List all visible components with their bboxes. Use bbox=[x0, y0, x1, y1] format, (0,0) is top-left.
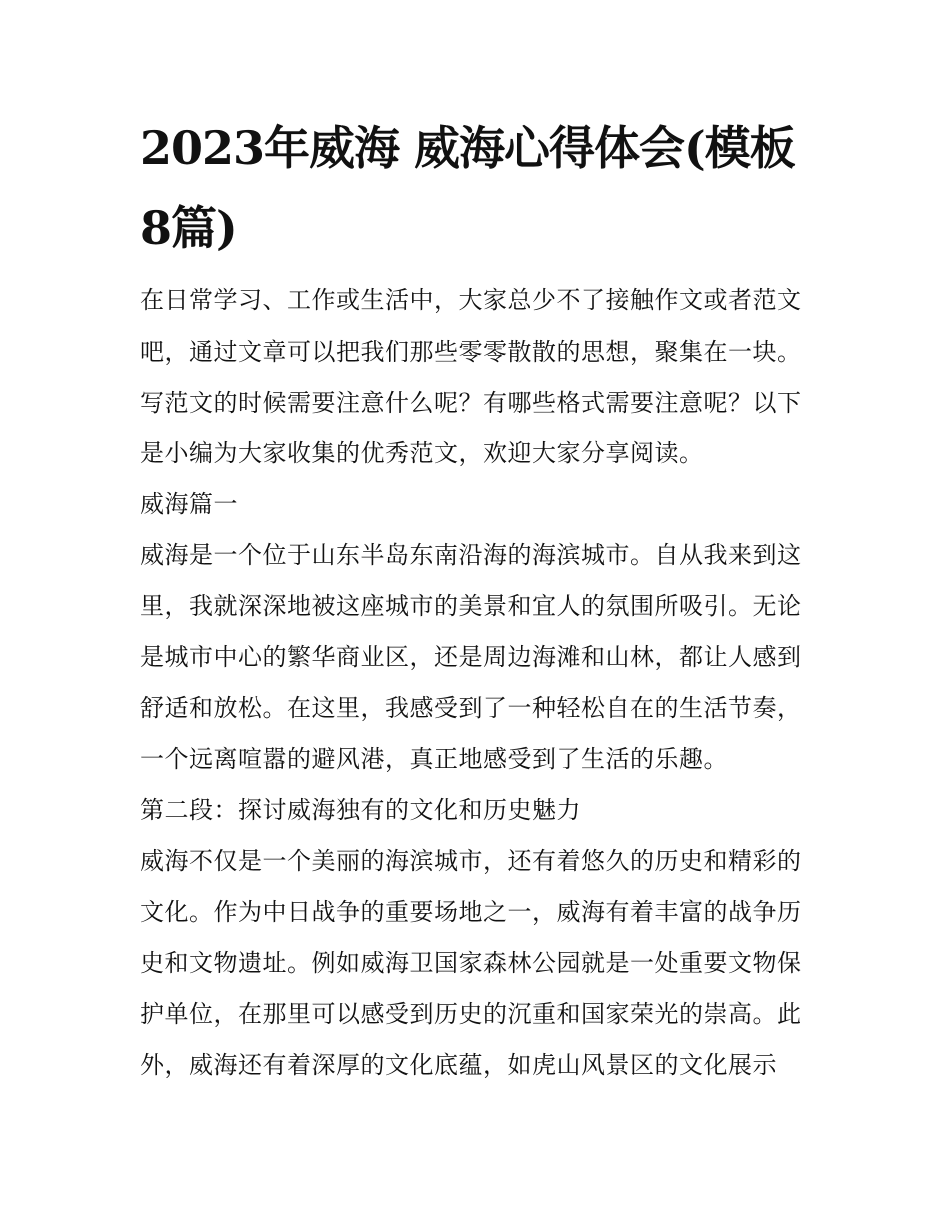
body-line: 护单位，在那里可以感受到历史的沉重和国家荣光的崇高。此 bbox=[140, 1000, 802, 1028]
body-line: 外，威海还有着深厚的文化底蕴，如虎山风景区的文化展示 bbox=[140, 1051, 777, 1079]
section-heading: 第二段：探讨威海独有的文化和历史魅力 bbox=[140, 796, 581, 824]
section-heading: 威海篇一 bbox=[140, 490, 238, 518]
body-line: 一个远离喧嚣的避风港，真正地感受到了生活的乐趣。 bbox=[140, 745, 728, 773]
body-line: 吧，通过文章可以把我们那些零零散散的思想，聚集在一块。 bbox=[140, 338, 802, 366]
document-title: 2023年威海 威海心得体会(模板8篇) bbox=[140, 121, 795, 255]
body-line: 威海不仅是一个美丽的海滨城市，还有着悠久的历史和精彩的 bbox=[140, 847, 802, 875]
body-line: 里，我就深深地被这座城市的美景和宜人的氛围所吸引。无论 bbox=[140, 592, 802, 620]
body-line: 是小编为大家收集的优秀范文，欢迎大家分享阅读。 bbox=[140, 439, 704, 467]
body-line: 威海是一个位于山东半岛东南沿海的海滨城市。自从我来到这 bbox=[140, 541, 802, 569]
body-line: 在日常学习、工作或生活中，大家总少不了接触作文或者范文 bbox=[140, 286, 802, 314]
body-line: 写范文的时候需要注意什么呢？有哪些格式需要注意呢？以下 bbox=[140, 389, 802, 417]
body-line: 舒适和放松。在这里，我感受到了一种轻松自在的生活节奏， bbox=[140, 694, 802, 722]
body-line: 是城市中心的繁华商业区，还是周边海滩和山林，都让人感到 bbox=[140, 643, 802, 671]
body-line: 史和文物遗址。例如威海卫国家森林公园就是一处重要文物保 bbox=[140, 949, 802, 977]
body-line: 文化。作为中日战争的重要场地之一，威海有着丰富的战争历 bbox=[140, 898, 802, 926]
